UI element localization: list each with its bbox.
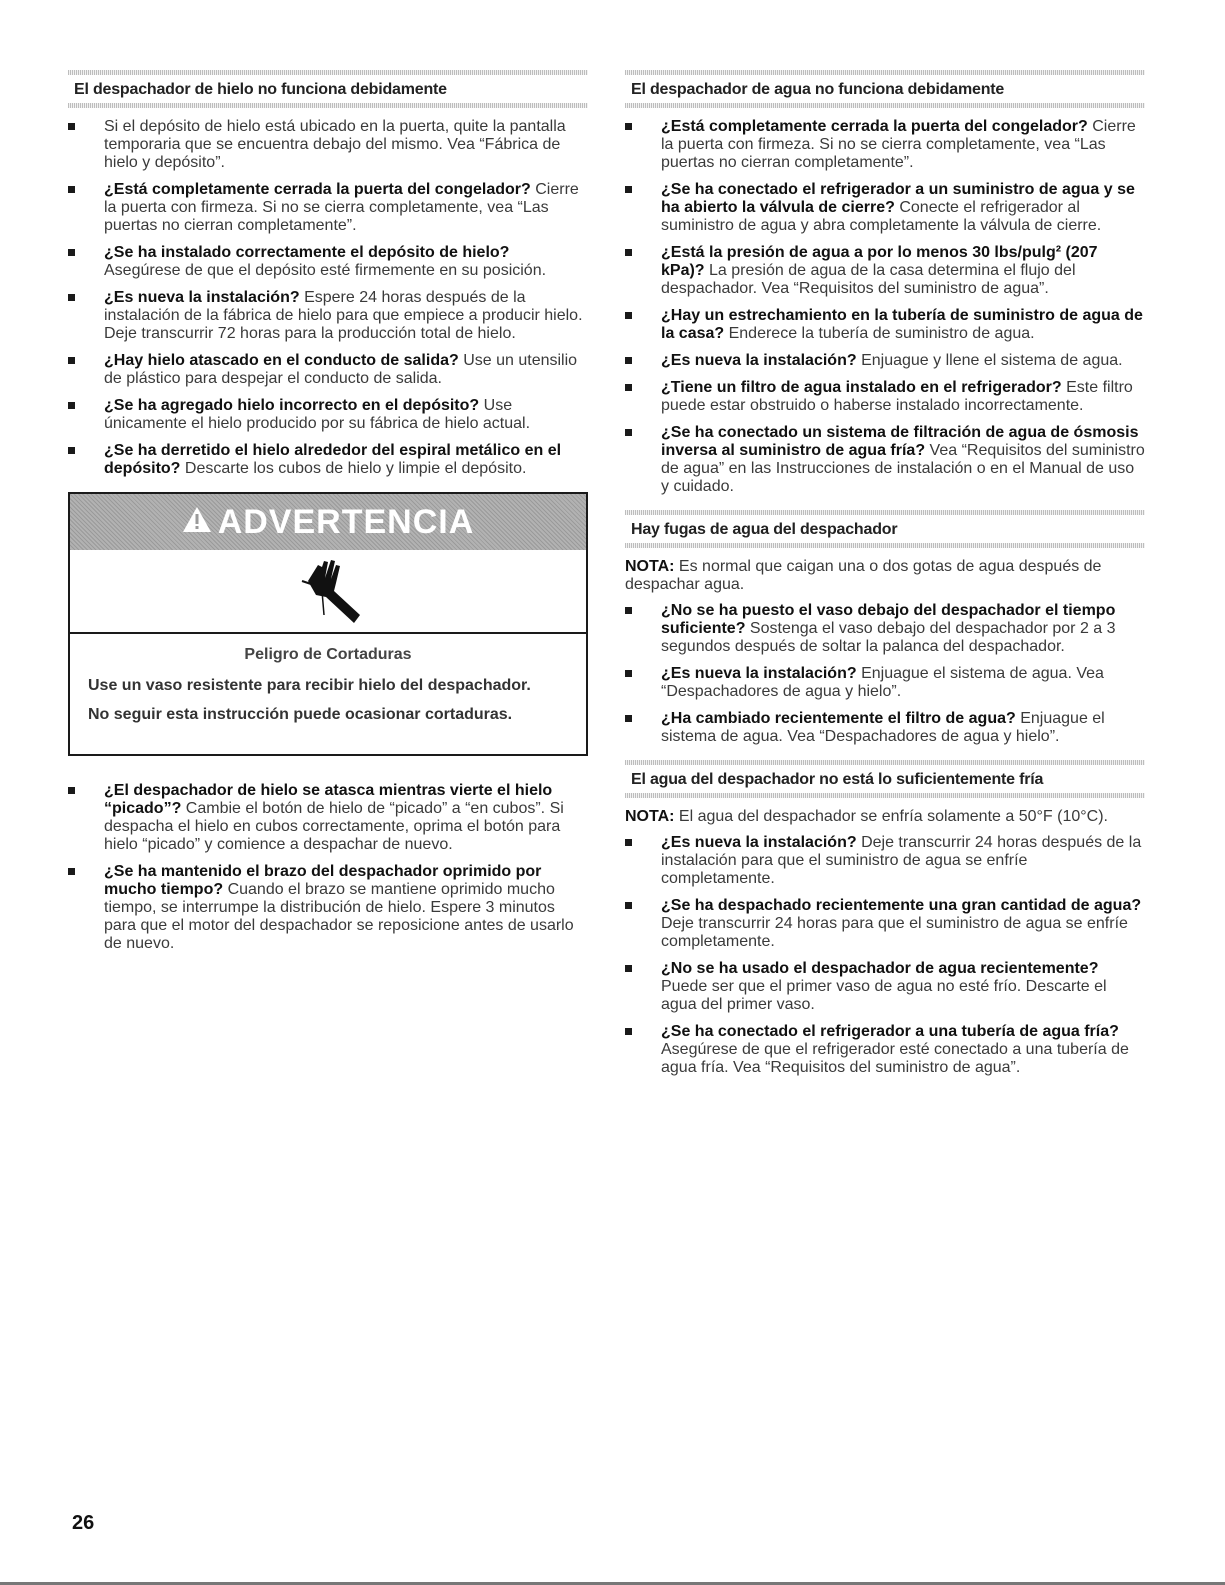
note [625, 558, 1145, 594]
item-question: ¿No se ha usado el despachador de agua recientemente? [661, 960, 1099, 977]
item-answer: Use un utensilio de plástico para despejar el conducto de salida. [104, 352, 578, 387]
left-column [68, 70, 588, 962]
item-question: ¿Está completamente cerrada la puerta del congelador? [104, 181, 531, 198]
warning-subtitle: Peligro de Cortaduras [244, 646, 412, 663]
section-header [625, 760, 1145, 798]
list-item [625, 379, 1145, 415]
item-list [68, 118, 588, 478]
list-item [625, 1023, 1145, 1077]
list-item [68, 244, 588, 280]
item-question: ¿Está la presión de agua a por lo menos 30 lbs/pulg² (207 kPa)? [661, 244, 1098, 279]
item-answer: Asegúrese de que el depósito esté firmemente en su posición. [104, 262, 547, 279]
item-question: ¿Está completamente cerrada la puerta del congelador? [661, 118, 1088, 135]
item-question: ¿Se ha conectado el refrigerador a una tubería de agua fría? [661, 1023, 1119, 1040]
item-answer: La presión de agua de la casa determina el flujo del despachador. Vea “Requisitos del suministro de agua”. [661, 262, 1076, 297]
item-answer: Descarte los cubos de hielo y limpie el depósito. [184, 460, 527, 477]
list-item [625, 897, 1145, 951]
warning-banner [70, 494, 586, 550]
section-title: El agua del despachador no está lo suficientemente fría [631, 771, 1044, 788]
item-answer: Deje transcurrir 24 horas después de la instalación para que el suministro de agua se enfríe completamente. [661, 834, 1142, 887]
note-text: El agua del despachador se enfría solamente a 50°F (10°C). [678, 808, 1108, 825]
item-answer: Deje transcurrir 24 horas para que el suministro de agua se enfríe completamente. [661, 915, 1128, 950]
warning-text-2: No seguir esta instrucción puede ocasionar cortaduras. [88, 706, 513, 723]
list-item [625, 352, 1145, 370]
list-item [68, 289, 588, 343]
item-question: ¿No se ha puesto el vaso debajo del despachador el tiempo suficiente? [661, 602, 1116, 637]
warning-text-1: Use un vaso resistente para recibir hielo del despachador. [88, 677, 531, 694]
item-answer: Vea “Requisitos del suministro de agua” en las Instrucciones de instalación o en el Manual de uso y cuidado. [661, 442, 1145, 495]
item-question: ¿Se ha mantenido el brazo del despachador oprimido por mucho tiempo? [104, 863, 542, 898]
item-answer: Use únicamente el hielo producido por su fábrica de hielo actual. [104, 397, 531, 432]
note-text: Es normal que caigan una o dos gotas de agua después de despachar agua. [625, 558, 1102, 593]
list-item [625, 710, 1145, 746]
item-answer: Enjuague el sistema de agua. Vea “Despachadores de agua y hielo”. [661, 665, 1104, 700]
item-answer: Puede ser que el primer vaso de agua no esté frío. Descarte el agua del primer vaso. [661, 978, 1107, 1013]
right-column [625, 70, 1145, 1086]
item-answer: Este filtro puede estar obstruido o haberse instalado incorrectamente. [661, 379, 1133, 414]
warning-pictogram [70, 550, 586, 634]
page-number: 26 [72, 1512, 95, 1534]
warning-body [70, 634, 586, 754]
item-list [625, 602, 1145, 746]
item-question: ¿Es nueva la instalación? [104, 289, 300, 306]
item-answer: Cambie el botón de hielo de “picado” a “en cubos”. Si despacha el hielo en cubos correctamente, oprima el botón para hielo “picado” y comience a despachar de nuevo. [104, 800, 564, 853]
item-question: ¿Ha cambiado recientemente el filtro de agua? [661, 710, 1016, 727]
item-answer: Cuando el brazo se mantiene oprimido mucho tiempo, se interrumpe la distribución de hielo. Espere 3 minutos para que el motor del despachador se reposicione antes de usarlo de nuevo. [104, 881, 574, 952]
item-answer: Si el depósito de hielo está ubicado en la puerta, quite la pantalla temporaria que se encuentra debajo del mismo. Vea “Fábrica de hielo y depósito”. [104, 118, 566, 171]
item-question: ¿El despachador de hielo se atasca mientras vierte el hielo “picado”? [104, 782, 553, 817]
cut-hand-icon [288, 551, 368, 632]
section-title: Hay fugas de agua del despachador [631, 521, 898, 538]
note-label: NOTA: [625, 808, 675, 825]
note [625, 808, 1145, 826]
list-item [625, 960, 1145, 1014]
list-item [68, 397, 588, 433]
item-question: ¿Se ha conectado el refrigerador a un suministro de agua y se ha abierto la válvula de cierre? [661, 181, 1135, 216]
section-title: El despachador de hielo no funciona debidamente [74, 81, 447, 98]
list-item [625, 424, 1145, 496]
item-list [625, 118, 1145, 496]
item-answer: Enderece la tubería de suministro de agua. [728, 325, 1035, 342]
list-item [625, 665, 1145, 701]
item-answer: Asegúrese de que el refrigerador esté conectado a una tubería de agua fría. Vea “Requisitos del suministro de agua”. [661, 1041, 1129, 1076]
item-question: ¿Hay hielo atascado en el conducto de salida? [104, 352, 459, 369]
list-item [68, 181, 588, 235]
list-item [625, 602, 1145, 656]
list-item [68, 118, 588, 172]
item-answer: Conecte el refrigerador al suministro de agua y abra completamente la válvula de cierre. [661, 199, 1102, 234]
section-title: El despachador de agua no funciona debidamente [631, 81, 1005, 98]
warning-box [68, 492, 588, 756]
item-answer: Cierre la puerta con firmeza. Si no se cierra completamente, vea “Las puertas no cierran completamente”. [661, 118, 1136, 171]
list-item [68, 352, 588, 388]
item-list [68, 782, 588, 953]
list-item [68, 782, 588, 854]
list-item [625, 181, 1145, 235]
list-item [625, 834, 1145, 888]
item-question: ¿Es nueva la instalación? [661, 834, 857, 851]
list-item [68, 863, 588, 953]
item-answer: Cierre la puerta con firmeza. Si no se cierra completamente, vea “Las puertas no cierran completamente”. [104, 181, 579, 234]
item-answer: Enjuague y llene el sistema de agua. [861, 352, 1123, 369]
item-question: ¿Se ha instalado correctamente el depósito de hielo? [104, 244, 510, 261]
item-answer: Enjuague el sistema de agua. Vea “Despachadores de agua y hielo”. [661, 710, 1105, 745]
item-answer: Espere 24 horas después de la instalación de la fábrica de hielo para que empiece a producir hielo. Deje transcurrir 72 horas para la producción total de hielo. [104, 289, 583, 342]
item-question: ¿Es nueva la instalación? [661, 665, 857, 682]
warning-triangle-icon [182, 506, 212, 538]
item-question: ¿Se ha despachado recientemente una gran cantidad de agua? [661, 897, 1142, 914]
note-label: NOTA: [625, 558, 675, 575]
section-header [625, 70, 1145, 108]
item-question: ¿Se ha conectado un sistema de filtración de agua de ósmosis inversa al suministro de agua fría? [661, 424, 1139, 459]
list-item [625, 244, 1145, 298]
list-item [625, 118, 1145, 172]
item-question: ¿Se ha agregado hielo incorrecto en el depósito? [104, 397, 480, 414]
section-header [625, 510, 1145, 548]
item-question: ¿Hay un estrechamiento en la tubería de suministro de agua de la casa? [661, 307, 1143, 342]
item-list [625, 834, 1145, 1077]
list-item [625, 307, 1145, 343]
list-item [68, 442, 588, 478]
warning-banner-text: ADVERTENCIA [217, 502, 475, 541]
item-question: ¿Es nueva la instalación? [661, 352, 857, 369]
item-question: ¿Tiene un filtro de agua instalado en el refrigerador? [661, 379, 1062, 396]
section-header [68, 70, 588, 108]
item-question: ¿Se ha derretido el hielo alrededor del espiral metálico en el depósito? [104, 442, 562, 477]
item-answer: Sostenga el vaso debajo del despachador por 2 a 3 segundos después de soltar la palanca del despachador. [661, 620, 1116, 655]
